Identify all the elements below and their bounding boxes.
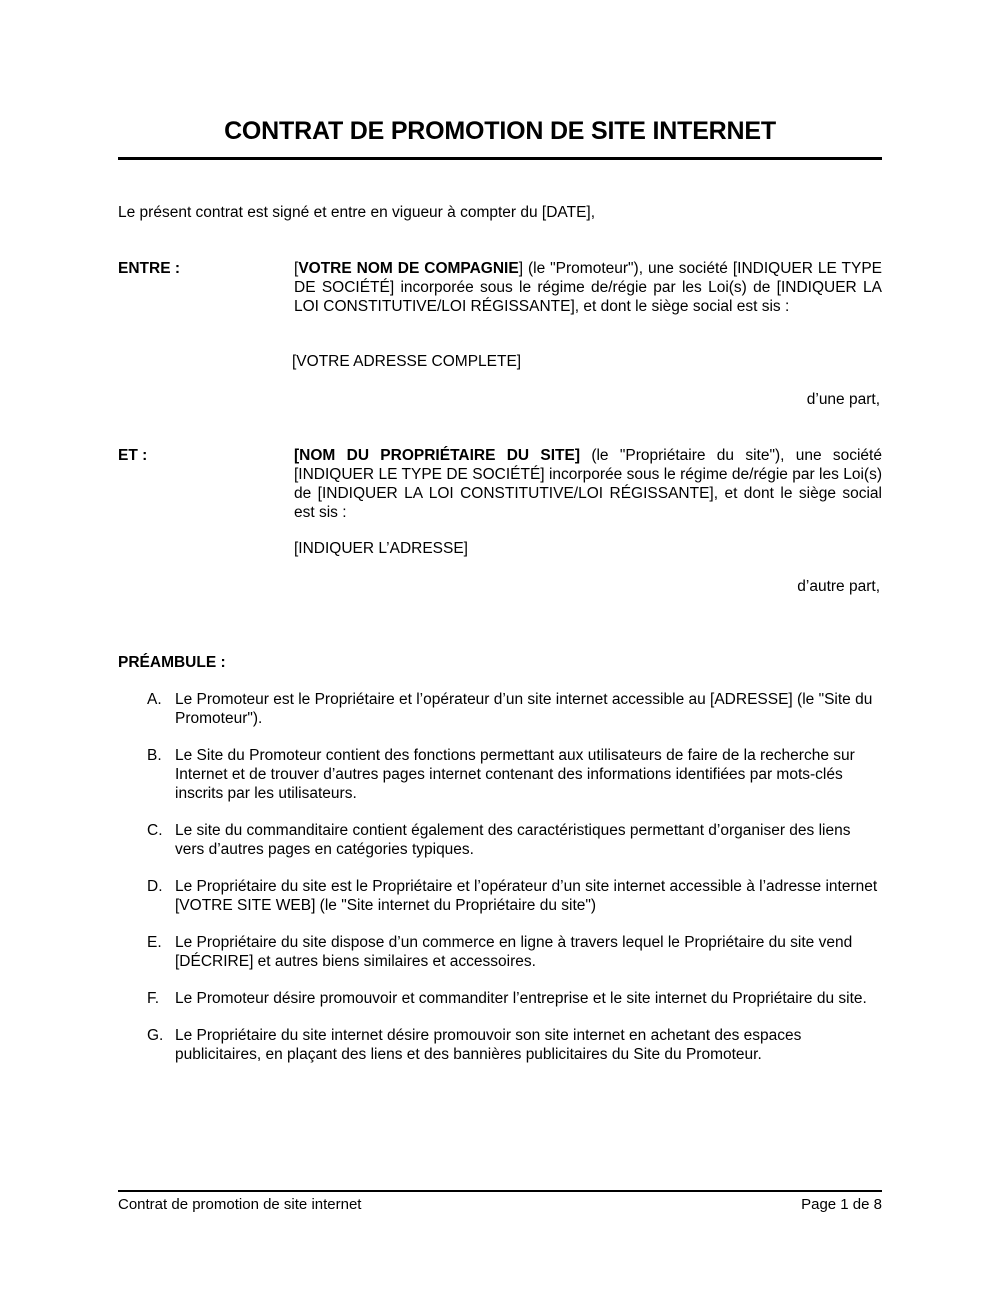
- party-name: [NOM DU PROPRIÉTAIRE DU SITE]: [294, 447, 581, 464]
- recital-item: [118, 690, 882, 728]
- recital-text: Le Propriétaire du site internet désire promouvoir son site internet en achetant des espaces publicitaires, en plaçant des liens et des bannières publicitaires du Site du Promoteur.: [175, 1027, 802, 1063]
- party-side: d’une part,: [806, 391, 880, 408]
- recital-item: [118, 877, 882, 915]
- party-description: [294, 446, 882, 522]
- party-name: VOTRE NOM DE COMPAGNIE: [298, 260, 519, 277]
- bracket-close: ]: [518, 260, 524, 277]
- intro-paragraph: Le présent contrat est signé et entre en vigueur à compter du [DATE],: [118, 204, 596, 221]
- document-title: CONTRAT DE PROMOTION DE SITE INTERNET: [224, 117, 776, 145]
- recital-letter: E.: [147, 934, 162, 951]
- recital-letter: F.: [147, 990, 160, 1007]
- recital-item: [118, 989, 882, 1008]
- recital-text: Le Promoteur est le Propriétaire et l’opérateur d’un site internet accessible au [ADRESSE] (le "Site du Promoteur").: [175, 691, 873, 727]
- recital-text: Le site du commanditaire contient également des caractéristiques permettant d’organiser des liens vers d’autres pages en catégories typiques.: [175, 822, 851, 858]
- footer-page-number: Page 1 de 8: [801, 1196, 882, 1213]
- party-side: d’autre part,: [797, 578, 880, 595]
- bracket-open: [: [294, 260, 299, 277]
- party-details: (le "Propriétaire du site"), une société [INDIQUER LE TYPE DE SOCIÉTÉ] incorporée sous le régime de/régie par les Loi(s) de [INDIQUER LA LOI CONSTITUTIVE/LOI RÉGISSANTE], et dont le siège social est sis :: [294, 447, 882, 521]
- recital-letter: B.: [147, 747, 162, 764]
- recital-letter: D.: [147, 878, 163, 895]
- party-address: [INDIQUER L’ADRESSE]: [294, 540, 468, 557]
- party-address: [VOTRE ADRESSE COMPLETE]: [292, 353, 522, 370]
- footer-divider: [118, 1190, 882, 1192]
- recital-item: [118, 821, 882, 859]
- recital-letter: G.: [147, 1027, 164, 1044]
- recitals-list: [118, 690, 882, 1082]
- recital-text: Le Promoteur désire promouvoir et commanditer l’entreprise et le site internet du Propriétaire du site.: [175, 990, 867, 1007]
- recital-text: Le Propriétaire du site est le Propriétaire et l’opérateur d’un site internet accessible à l’adresse internet [VOTRE SITE WEB] (le "Site internet du Propriétaire du site"): [175, 878, 878, 914]
- party-label: ENTRE :: [118, 260, 180, 277]
- recital-item: [118, 746, 882, 803]
- footer-document-name: Contrat de promotion de site internet: [118, 1196, 362, 1213]
- recital-letter: A.: [147, 691, 162, 708]
- party-description: [294, 259, 882, 316]
- party-label: ET :: [118, 447, 148, 464]
- document-page: [118, 0, 882, 1290]
- recital-text: Le Propriétaire du site dispose d’un commerce en ligne à travers lequel le Propriétaire du site vend [DÉCRIRE] et autres biens similaires et accessoires.: [175, 934, 853, 970]
- party-details: (le "Promoteur"), une société [INDIQUER LE TYPE DE SOCIÉTÉ] incorporée sous le régime de/régie par les Loi(s) de [INDIQUER LA LOI CONSTITUTIVE/LOI RÉGISSANTE], et dont le siège social est sis :: [294, 260, 882, 315]
- recital-item: [118, 933, 882, 971]
- recital-text: Le Site du Promoteur contient des fonctions permettant aux utilisateurs de faire de la recherche sur Internet et de trouver d’autres pages internet contenant des informations identifiées par mots-clés inscrits par les utilisateurs.: [175, 747, 855, 802]
- title-divider: [118, 157, 882, 160]
- recital-item: [118, 1026, 882, 1064]
- recital-letter: C.: [147, 822, 163, 839]
- preamble-heading: PRÉAMBULE :: [118, 654, 226, 671]
